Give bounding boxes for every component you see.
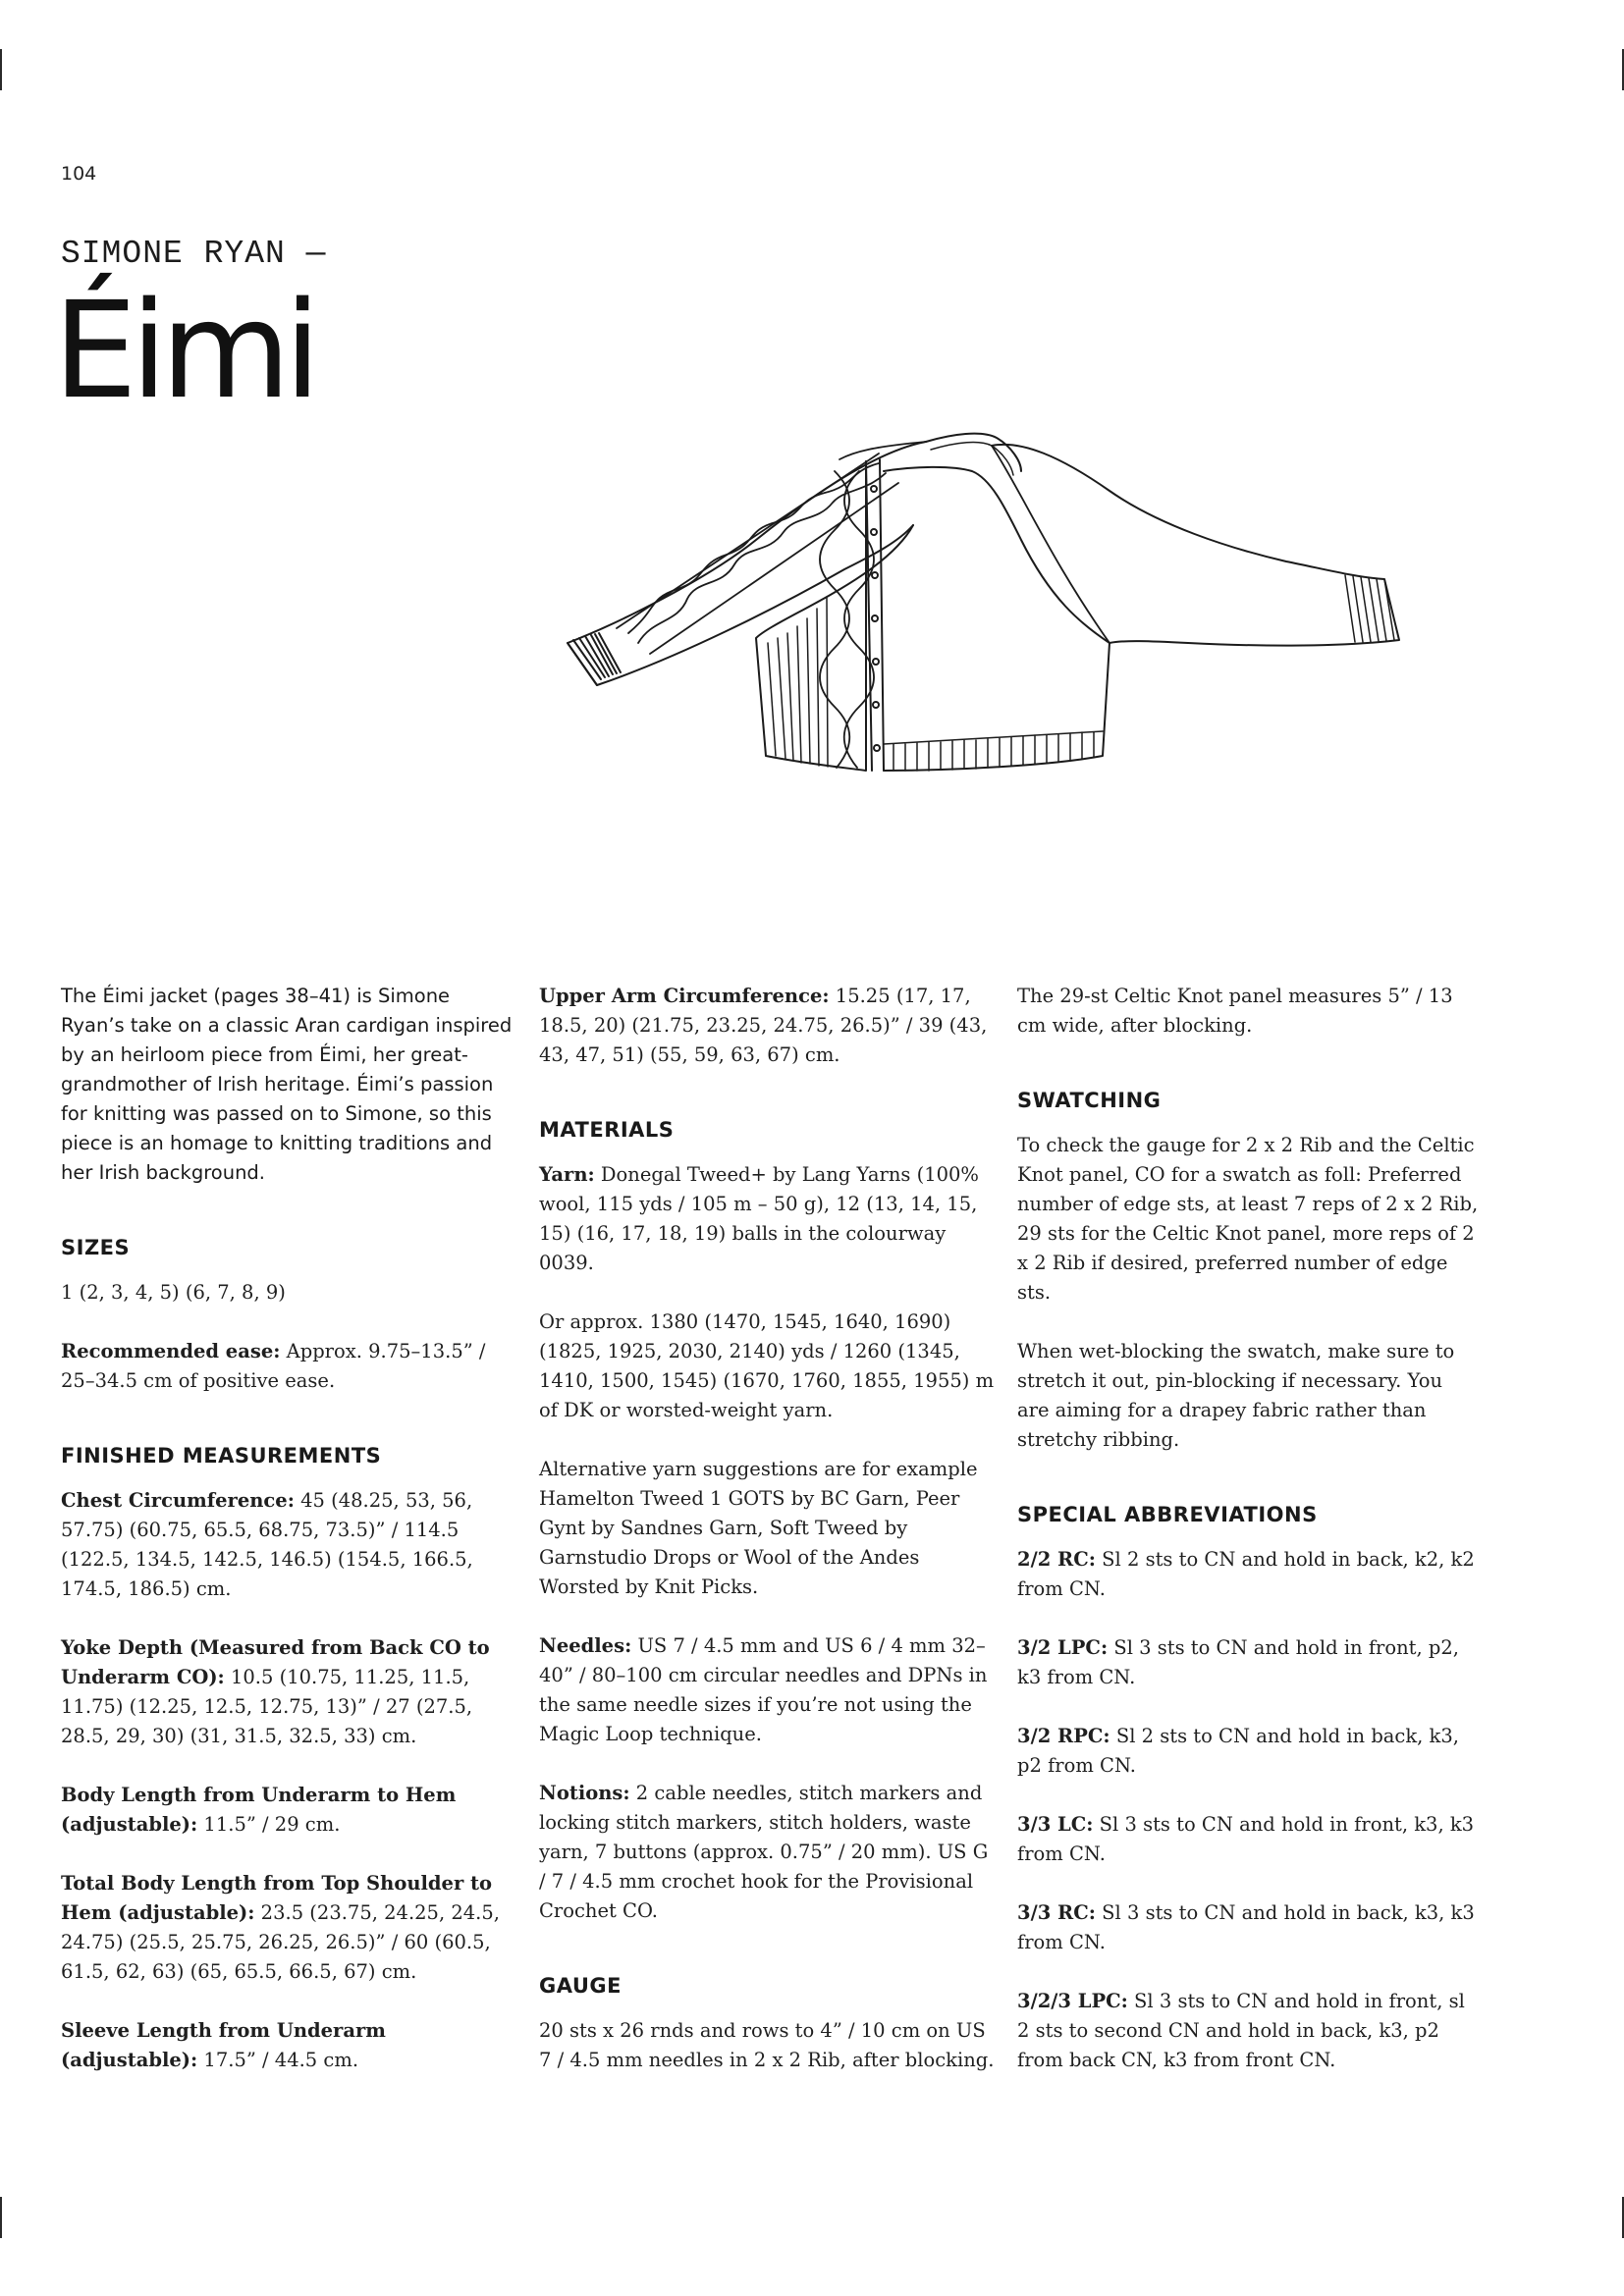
ease-label: Recommended ease: xyxy=(61,1340,281,1362)
crop-mark-bottom-left xyxy=(0,2197,2,2238)
left-front-panel xyxy=(756,461,913,771)
left-cuff-ribbing xyxy=(568,633,621,685)
ease-text: Approx. 9.75–13.5” / 25–34.5 cm of positive ease. xyxy=(61,1340,486,1392)
panel-width-paragraph: The 29-st Celtic Knot panel measures 5” / 13 cm wide, after blocking. xyxy=(1017,985,1453,1037)
column-1 xyxy=(61,982,513,2075)
abbreviation-text: Sl 3 sts to CN and hold in front, k3, k3 from CN. xyxy=(1017,1813,1475,1865)
needles-label: Needles: xyxy=(539,1634,632,1657)
sizes-text: 1 (2, 3, 4, 5) (6, 7, 8, 9) xyxy=(61,1281,286,1304)
abbreviation-text: Sl 2 sts to CN and hold in back, k2, k2 from CN. xyxy=(1017,1548,1475,1600)
swatch-paragraph: To check the gauge for 2 x 2 Rib and the Celtic Knot panel, CO for a swatch as foll: Preferred number of edge sts, at least 7 reps of 2 x 2 Rib, 29 sts for the Celtic Knot panel, more reps of 2 x 2 Rib if desired, preferred number of edge sts. xyxy=(1017,1134,1479,1304)
notions-label: Notions: xyxy=(539,1782,630,1804)
abbreviation-item xyxy=(1017,1633,1479,1692)
button-band xyxy=(866,459,884,771)
yarn-paragraph xyxy=(539,1160,1001,1278)
column-3 xyxy=(1017,982,1479,2075)
yoke-paragraph xyxy=(61,1633,513,1751)
intro-paragraph: The Éimi jacket (pages 38–41) is Simone Ryan’s take on a classic Aran cardigan inspired by an heirloom piece from Éimi, her great-grandmother of Irish heritage. Éimi’s passion for knitting was passed on to Simone, so this piece is an homage to knitting traditions and her Irish background. xyxy=(61,985,513,1184)
pattern-title: Éimi xyxy=(53,274,314,429)
swatching-heading: SWATCHING xyxy=(1017,1089,1162,1112)
abbreviation-item xyxy=(1017,1987,1479,2075)
yoke-text: 10.5 (10.75, 11.25, 11.5, 11.75) (12.25, 12.5, 12.75, 13)” / 27 (27.5, 28.5, 29, 30) (31, 31.5, 32.5, 33) cm. xyxy=(61,1666,473,1747)
abbreviation-item xyxy=(1017,1810,1479,1869)
abbreviation-label: 3/3 RC: xyxy=(1017,1901,1096,1924)
total-length-label: Total Body Length from Top Shoulder to Hem (adjustable): xyxy=(61,1872,493,1924)
sizes-heading: SIZES xyxy=(61,1236,131,1259)
abbreviation-item xyxy=(1017,1545,1479,1604)
yarn-approx-paragraph: Or approx. 1380 (1470, 1545, 1640, 1690) (1825, 1925, 2030, 2140) yds / 1260 (1345, 1410, 1500, 1545) (1670, 1760, 1855, 1955) m of DK or worsted-weight yarn. xyxy=(539,1310,995,1421)
column-2 xyxy=(539,982,1001,2075)
right-front-panel xyxy=(884,467,1110,771)
abbreviation-text: Sl 3 sts to CN and hold in back, k3, k3 from CN. xyxy=(1017,1901,1475,1953)
notions-paragraph xyxy=(539,1779,1001,1926)
total-length-text: 23.5 (23.75, 24.25, 24.5, 24.75) (25.5, 25.75, 26.25, 26.5)” / 60 (60.5, 61.5, 62, 63) (65, 65.5, 66.5, 67) cm. xyxy=(61,1901,500,1983)
chest-text: 45 (48.25, 53, 56, 57.75) (60.75, 65.5, 68.75, 73.5)” / 114.5 (122.5, 134.5, 142.5, 146.5) (154.5, 166.5, 174.5, 186.5) cm. xyxy=(61,1489,473,1600)
collar xyxy=(926,434,1021,471)
left-front-ribbing xyxy=(768,597,828,767)
abbreviation-label: 3/2 RPC: xyxy=(1017,1725,1110,1747)
abbreviation-label: 3/2 LPC: xyxy=(1017,1636,1109,1659)
abbreviation-text: Sl 2 sts to CN and hold in back, k3, p2 from CN. xyxy=(1017,1725,1459,1777)
gauge-text: 20 sts x 26 rnds and rows to 4” / 10 cm on US 7 / 4.5 mm needles in 2 x 2 Rib, after blocking. xyxy=(539,2019,995,2071)
page-number: 104 xyxy=(61,163,97,185)
abbreviation-text: Sl 3 sts to CN and hold in front, p2, k3 from CN. xyxy=(1017,1636,1459,1688)
needles-text: US 7 / 4.5 mm and US 6 / 4 mm 32–40” / 80–100 cm circular needles and DPNs in the same needle sizes if you’re not using the Magic Loop technique. xyxy=(539,1634,988,1745)
gauge-heading: GAUGE xyxy=(539,1974,622,1998)
abbreviation-text: Sl 3 sts to CN and hold in front, sl 2 sts to second CN and hold in back, k3, p2 from back CN, k3 from front CN. xyxy=(1017,1990,1465,2071)
chest-label: Chest Circumference: xyxy=(61,1489,295,1512)
total-length-paragraph xyxy=(61,1869,513,1987)
needles-paragraph xyxy=(539,1631,1001,1749)
chest-paragraph xyxy=(61,1486,513,1604)
body-length-text: 11.5” / 29 cm. xyxy=(197,1813,341,1836)
ease-paragraph xyxy=(61,1337,513,1396)
abbreviation-item xyxy=(1017,1898,1479,1957)
abbreviation-label: 3/2/3 LPC: xyxy=(1017,1990,1128,2012)
special-abbreviations-heading: SPECIAL ABBREVIATIONS xyxy=(1017,1503,1318,1526)
abbreviation-item xyxy=(1017,1722,1479,1781)
materials-heading: MATERIALS xyxy=(539,1118,675,1142)
wet-blocking-paragraph: When wet-blocking the swatch, make sure to stretch it out, pin-blocking if necessary. You are aiming for a drapey fabric rather than stretchy ribbing. xyxy=(1017,1340,1455,1451)
sleeve-length-text: 17.5” / 44.5 cm. xyxy=(197,2049,359,2071)
finished-measurements-heading: FINISHED MEASUREMENTS xyxy=(61,1444,382,1468)
yoke-label: Yoke Depth (Measured from Back CO to Underarm CO): xyxy=(61,1636,490,1688)
right-sleeve xyxy=(992,445,1399,646)
body-length-label: Body Length from Underarm to Hem (adjustable): xyxy=(61,1784,457,1836)
alternative-yarn-paragraph: Alternative yarn suggestions are for example Hamelton Tweed 1 GOTS by BC Garn, Peer Gynt by Sandnes Garn, Soft Tweed by Garnstudio Drops or Wool of the Andes Worsted by Knit Picks. xyxy=(539,1458,978,1598)
crop-mark-top-left xyxy=(0,49,2,90)
designer-name: SIMONE RYAN — xyxy=(61,236,327,272)
body-length-paragraph xyxy=(61,1781,513,1840)
sleeve-length-label: Sleeve Length from Underarm (adjustable): xyxy=(61,2019,386,2071)
abbreviation-label: 2/2 RC: xyxy=(1017,1548,1096,1571)
upper-arm-label: Upper Arm Circumference: xyxy=(539,985,830,1007)
upper-arm-text: 15.25 (17, 17, 18.5, 20) (21.75, 23.25, 24.75, 26.5)” / 39 (43, 43, 47, 51) (55, 59, 63, 67) cm. xyxy=(539,985,988,1066)
sleeve-length-paragraph xyxy=(61,2016,513,2075)
left-sleeve xyxy=(568,442,926,685)
sleeve-cable xyxy=(617,454,898,654)
notions-text: 2 cable needles, stitch markers and locking stitch markers, stitch holders, waste yarn, 7 buttons (approx. 0.75” / 20 mm). US G / 7 / 4.5 mm crochet hook for the Provisional Crochet CO. xyxy=(539,1782,989,1922)
cardigan-sketch xyxy=(560,432,1443,785)
yarn-label: Yarn: xyxy=(539,1163,595,1186)
upper-arm-paragraph xyxy=(539,982,1001,1070)
yarn-text: Donegal Tweed+ by Lang Yarns (100% wool, 115 yds / 105 m – 50 g), 12 (13, 14, 15, 15) (16, 17, 18, 19) balls in the colourway 0039. xyxy=(539,1163,979,1274)
abbreviation-label: 3/3 LC: xyxy=(1017,1813,1094,1836)
hem-ribbing xyxy=(884,731,1103,771)
